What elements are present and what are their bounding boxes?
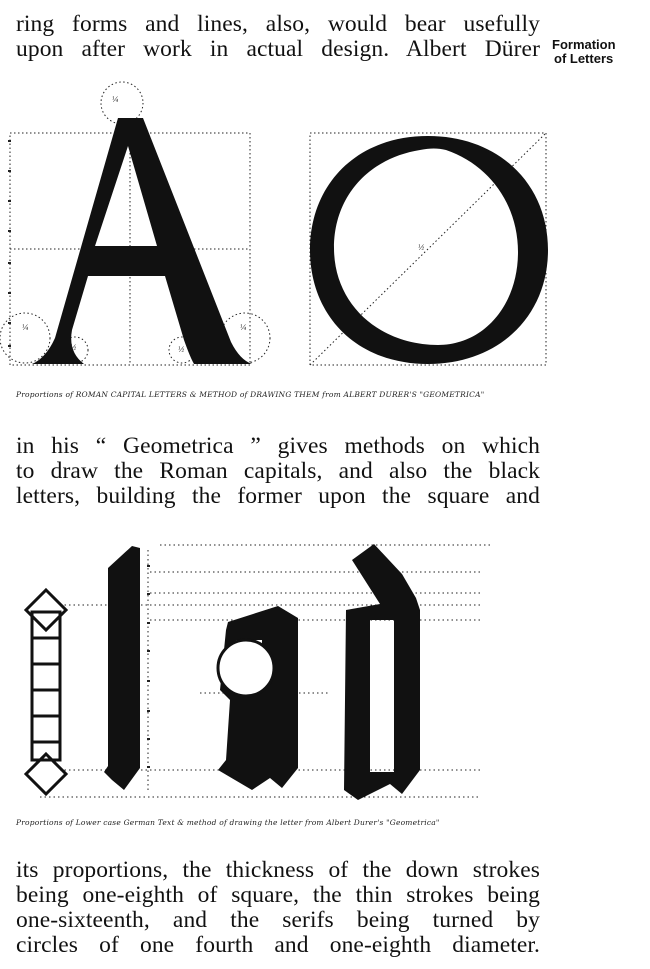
paragraph-1	[16, 12, 540, 62]
paragraph-3-line-3: one-sixteenth, and the serifs being turned by	[16, 907, 540, 933]
letter-a-black-glyph	[218, 606, 298, 790]
letter-l-glyph	[104, 546, 140, 790]
margin-note-line-1: Formation	[552, 37, 616, 52]
margin-note	[552, 38, 644, 66]
figure-roman-capitals	[0, 80, 650, 380]
svg-text:¼: ¼	[22, 324, 29, 332]
svg-text:¼: ¼	[240, 324, 247, 332]
svg-text:½: ½	[178, 346, 185, 354]
paragraph-2-line-1: in his “ Geometrica ” gives methods on which	[16, 433, 540, 459]
letter-a-glyph	[32, 118, 252, 364]
letter-o-center-mark: ½	[418, 244, 425, 252]
margin-note-line-2: of Letters	[554, 51, 614, 66]
letter-a-counter-circle	[218, 640, 274, 696]
paragraph-1-line-2: upon after work in actual design. Albert Dürer	[16, 36, 540, 62]
paragraph-3-line-1: its proportions, the thickness of the down strokes	[16, 857, 540, 883]
figure-2-caption: Proportions of Lower case German Text & method of drawing the letter from Albert Durer's "Geometrica"	[16, 818, 440, 827]
figure-black-letters	[0, 535, 650, 815]
paragraph-1-line-1: ring forms and lines, also, would bear usefully	[16, 11, 540, 37]
figure-1-caption: Proportions of ROMAN CAPITAL LETTERS & METHOD of DRAWING THEM from ALBERT DURER'S "GEOMETRICA"	[16, 390, 485, 399]
letter-d-glyph	[344, 544, 420, 800]
svg-text:½: ½	[70, 344, 77, 352]
paragraph-2	[16, 434, 540, 509]
svg-text:¼: ¼	[112, 96, 119, 104]
paragraph-2-line-3: letters, building the former upon the square and	[16, 483, 540, 509]
paragraph-3	[16, 858, 540, 958]
letter-o-glyph	[310, 136, 548, 364]
paragraph-3-line-2: being one-eighth of square, the thin strokes being	[16, 882, 540, 908]
paragraph-2-line-2: to draw the Roman capitals, and also the black	[16, 458, 540, 484]
square-stack-construction	[26, 590, 66, 794]
paragraph-3-line-4: circles of one fourth and one-eighth diameter.	[16, 932, 540, 958]
